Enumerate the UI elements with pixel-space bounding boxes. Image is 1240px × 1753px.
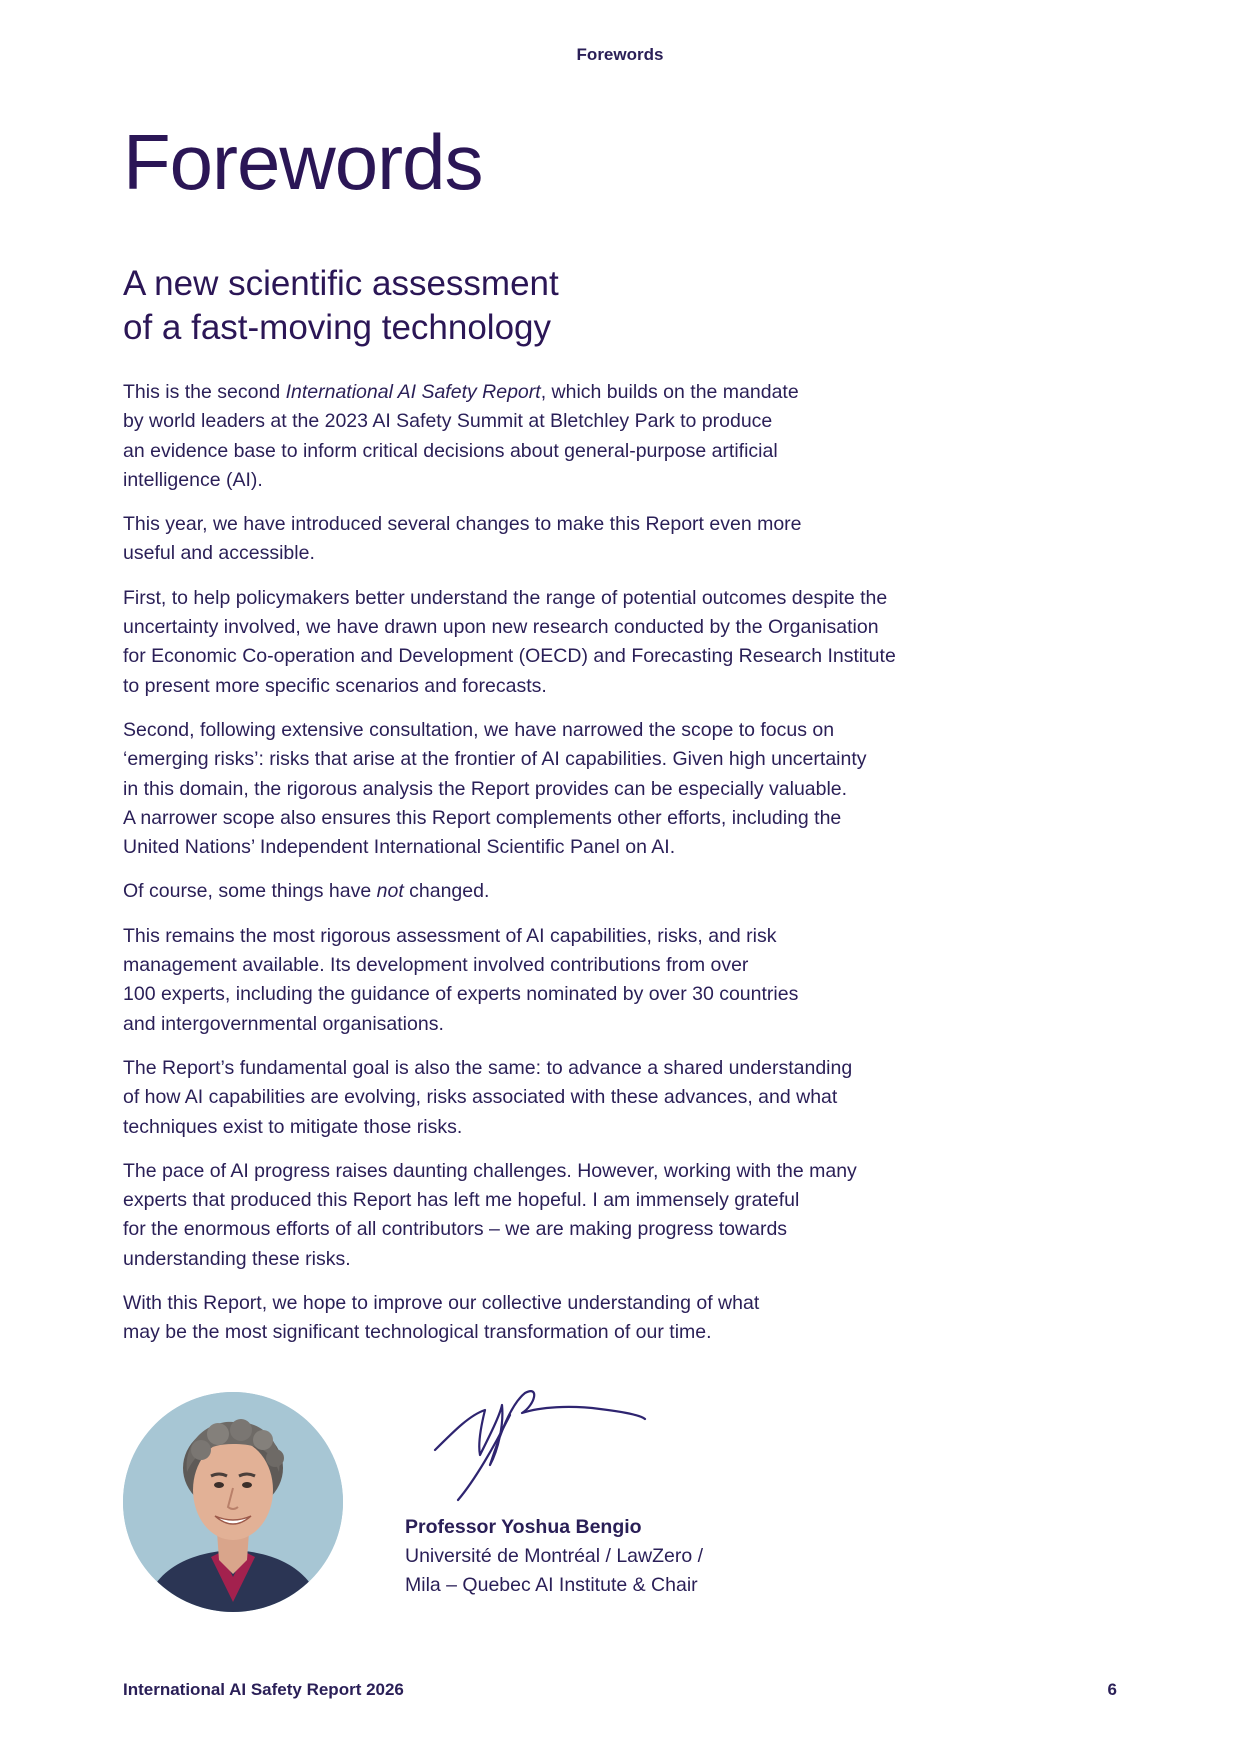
running-header: Forewords [576, 45, 664, 64]
paragraph-line [123, 877, 993, 906]
signatory-block [405, 1513, 703, 1600]
paragraph-line: techniques exist to mitigate those risks. [123, 1115, 463, 1138]
paragraph-line: A narrower scope also ensures this Report complements other efforts, including the [123, 806, 842, 829]
emphasis-text: not [376, 880, 404, 903]
paragraph-line: management available. Its development involved contributions from over [123, 954, 749, 977]
line-segment: , which builds on the mandate [540, 381, 799, 403]
section-heading [123, 262, 559, 350]
paragraph-line: This year, we have introduced several changes to make this Report even more [123, 513, 802, 536]
paragraph-line: for Economic Co-operation and Development (OECD) and Forecasting Research Institute [123, 645, 896, 668]
paragraph-line: United Nations’ Independent International Scientific Panel on AI. [123, 836, 676, 859]
line-segment: This is the second [123, 381, 286, 403]
line-segment: changed. [403, 880, 490, 903]
paragraph-line: in this domain, the rigorous analysis the Report provides can be especially valuable. [123, 777, 848, 800]
foreword-paragraph [123, 510, 993, 569]
paragraph-line: 100 experts, including the guidance of experts nominated by over 30 countries [123, 983, 799, 1006]
page-title: Forewords [123, 118, 483, 206]
paragraph-line: experts that produced this Report has left me hopeful. I am immensely grateful [123, 1189, 800, 1212]
signatory-name: Professor Yoshua Bengio [405, 1516, 642, 1538]
foreword-paragraph [123, 378, 993, 495]
paragraph-line: to present more specific scenarios and forecasts. [123, 674, 547, 697]
portrait-image [123, 1392, 343, 1612]
foreword-paragraph [123, 1054, 993, 1142]
paragraph-line: First, to help policymakers better understand the range of potential outcomes despite the [123, 586, 888, 609]
paragraph-line: The pace of AI progress raises daunting challenges. However, working with the many [123, 1159, 857, 1182]
paragraph-line: by world leaders at the 2023 AI Safety Summit at Bletchley Park to produce [123, 410, 773, 433]
paragraph-line: ‘emerging risks’: risks that arise at the frontier of AI capabilities. Given high uncertainty [123, 748, 867, 771]
foreword-body [123, 378, 993, 1363]
foreword-paragraph [123, 716, 993, 862]
paragraph-line: This remains the most rigorous assessment of AI capabilities, risks, and risk [123, 924, 777, 947]
paragraph-line: understanding these risks. [123, 1247, 351, 1270]
paragraph-line: With this Report, we hope to improve our collective understanding of what [123, 1292, 760, 1315]
page-number: 6 [1107, 1680, 1117, 1699]
foreword-paragraph [123, 877, 993, 906]
paragraph-line: The Report’s fundamental goal is also the same: to advance a shared understanding [123, 1056, 853, 1079]
paragraph-line [123, 378, 993, 407]
emphasis-text: International AI Safety Report [285, 381, 541, 403]
author-portrait [123, 1392, 343, 1612]
foreword-paragraph [123, 584, 993, 701]
paragraph-line: intelligence (AI). [123, 468, 263, 491]
signature [430, 1375, 670, 1505]
foreword-paragraph [123, 1157, 993, 1274]
signatory-affiliation: Mila – Quebec AI Institute & Chair [405, 1574, 698, 1596]
paragraph-line: uncertainty involved, we have drawn upon new research conducted by the Organisation [123, 616, 879, 639]
paragraph-line: useful and accessible. [123, 542, 315, 565]
line-segment: Of course, some things have [123, 880, 377, 903]
paragraph-line: of how AI capabilities are evolving, risks associated with these advances, and what [123, 1086, 838, 1109]
paragraph-line: may be the most significant technological transformation of our time. [123, 1321, 712, 1344]
paragraph-line: for the enormous efforts of all contributors – we are making progress towards [123, 1218, 788, 1241]
foreword-paragraph [123, 1289, 993, 1348]
signatory-affiliation: Université de Montréal / LawZero / [405, 1545, 704, 1567]
paragraph-line: Second, following extensive consultation, we have narrowed the scope to focus on [123, 718, 835, 741]
footer-report-title: International AI Safety Report 2026 [123, 1680, 404, 1699]
paragraph-line: an evidence base to inform critical decisions about general-purpose artificial [123, 439, 778, 462]
foreword-paragraph [123, 922, 993, 1039]
section-heading-line: of a fast-moving technology [123, 308, 552, 347]
paragraph-line: and intergovernmental organisations. [123, 1012, 444, 1035]
section-heading-line: A new scientific assessment [123, 264, 559, 303]
